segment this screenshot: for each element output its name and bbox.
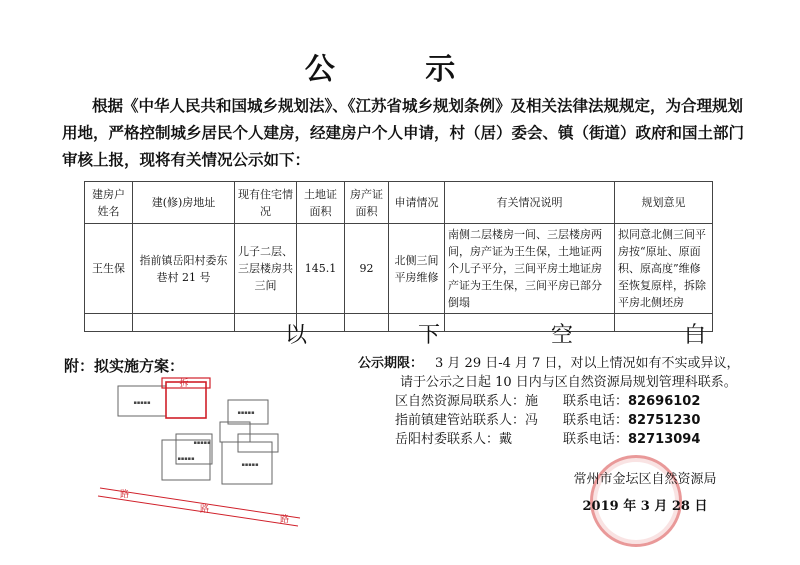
blank-marker: 以 下 空 白: [285, 323, 758, 348]
building-label: ▪▪▪▪▪: [237, 410, 255, 416]
road-label: 路: [120, 490, 130, 500]
page-title: 公 示: [304, 52, 496, 87]
notice-label: 公示期限：: [358, 356, 424, 371]
demolish-label: 拆: [179, 379, 189, 389]
signature-org: 常州市金坛区自然资源局: [573, 472, 717, 487]
plan-title: 附：拟实施方案：: [64, 357, 185, 375]
building-label: ▪▪▪▪▪: [177, 456, 195, 462]
building-label: ▪▪▪▪▪: [193, 440, 211, 446]
building-label: ▪▪▪▪▪: [241, 462, 259, 468]
cell-address: 指前镇岳阳村委东巷村 21 号: [133, 224, 235, 314]
header-cell: 房产证面积: [345, 182, 389, 224]
header-cell: 规划意见: [615, 182, 713, 224]
phone-label: 联系电话：: [563, 413, 629, 428]
header-cell: 申请情况: [389, 182, 445, 224]
road-edge: [98, 496, 298, 526]
notice-period: 3 月 29 日-4 月 7 日，对以上情况如有不实或异议，: [435, 356, 740, 371]
contact-label: 区自然资源局联系人：施: [395, 394, 539, 409]
contact-row: [395, 392, 715, 411]
contact-label: 指前镇建管站联系人：冯: [395, 413, 539, 428]
header-cell: 建(修)房地址: [133, 182, 235, 224]
signature-date: 2019 年 3 月 28 日: [582, 499, 708, 514]
header-cell: 建房户姓名: [85, 182, 133, 224]
table-row: [85, 224, 713, 314]
site-plan-diagram: [90, 372, 360, 532]
cell-housing: 儿子二层、三层楼房共三间: [235, 224, 297, 314]
building-outline: [220, 422, 250, 442]
phone-label: 联系电话：: [563, 394, 629, 409]
signature-block: [570, 470, 720, 516]
cell-house-area: 92: [345, 224, 389, 314]
road-label: 路: [280, 515, 290, 525]
header-cell: 有关情况说明: [445, 182, 615, 224]
phone-number: 82751230: [628, 413, 701, 428]
cell-name: 王生保: [85, 224, 133, 314]
phone-number: 82713094: [628, 432, 701, 447]
header-cell: 现有住宅情况: [235, 182, 297, 224]
info-table: [84, 181, 713, 332]
phone-number: 82696102: [628, 394, 701, 409]
cell-opinion: 拟同意北侧三间平房按“原址、原面积、原高度”维修至恢复原样，拆除平房北侧坯房: [615, 224, 713, 314]
building-label: ▪▪▪▪▪: [133, 400, 151, 406]
cell-application: 北侧三间平房维修: [389, 224, 445, 314]
road-label: 路: [200, 505, 210, 515]
table-header-row: [85, 182, 713, 224]
intro-paragraph: 根据《中华人民共和国城乡规划法》、《江苏省城乡规划条例》及相关法律法规规定，为合理规划用地，严格控制城乡居民个人建房，经建房户个人申请，村（居）委会、镇（街道）政府和国土部门审核上报，现将有关情况公示如下：: [62, 97, 745, 169]
contacts-list: [395, 392, 715, 449]
cell-land-area: 145.1: [297, 224, 345, 314]
contact-row: [395, 430, 715, 449]
contact-row: [395, 411, 715, 430]
contact-label: 岳阳村委联系人：戴: [395, 432, 513, 447]
cell-description: 南侧二层楼房一间、三层楼房两间，房产证为王生保，土地证两个儿子平分，三间平房土地证房产证为王生保，三间平房已部分倒塌: [445, 224, 615, 314]
phone-label: 联系电话：: [563, 432, 629, 447]
header-cell: 土地证面积: [297, 182, 345, 224]
notice-block: [358, 354, 740, 392]
notice-line2: 请于公示之日起 10 日内与区自然资源局规划管理科联系。: [400, 375, 737, 390]
